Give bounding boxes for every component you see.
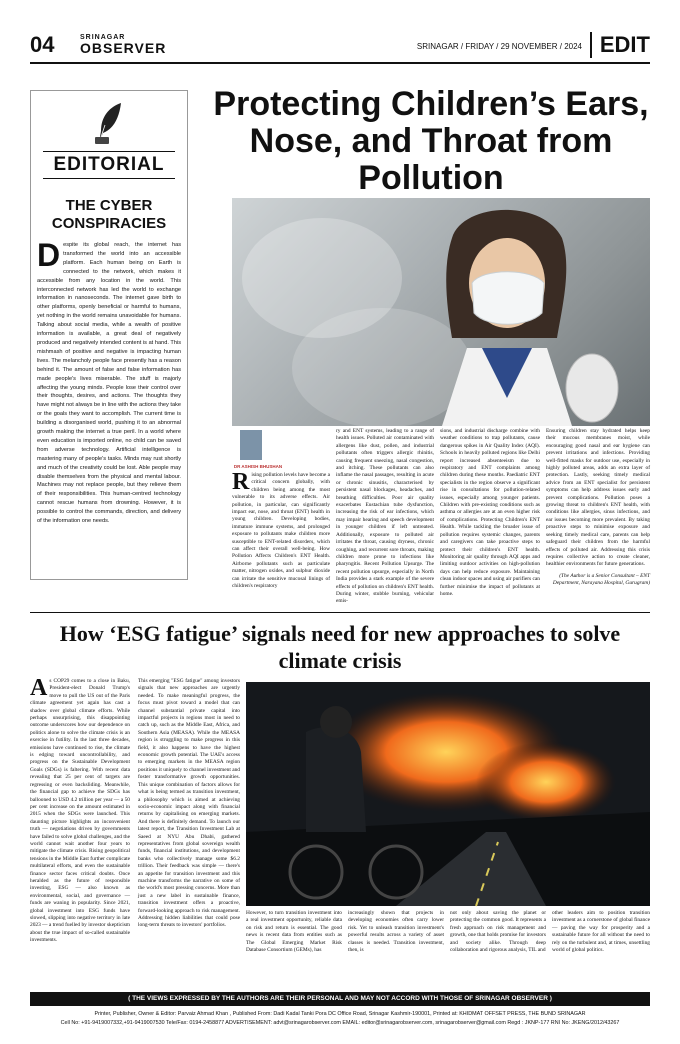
page-number: 04 — [30, 32, 55, 57]
section-divider — [30, 612, 650, 613]
imprint-line2: Cell No: +91-9419007332,+91-9419007530 Tele/Fax: 0194-2458877 ADVERTISEMENT: advt@srinagarobserver.com EMAIL: editor@srinagarobserver.com, srinagarobserver@gmail.com Regd : JKNP-177 RNI No: JKENG/2012/43267 — [60, 1020, 620, 1026]
article1-byline: (The Author is a Senior Consultant – ENT Department, Narayana Hospital, Gurugram) — [552, 572, 650, 587]
disclaimer-bar: ( THE VIEWS EXPRESSED BY THE AUTHORS ARE THEIR PERSONAL AND MAY NOT ACCORD WITH THOSE OF SRINAGAR OBSERVER ) — [30, 992, 650, 1006]
article1-col1 — [232, 469, 330, 600]
article1-col2 — [336, 428, 434, 605]
editorial-box — [30, 90, 188, 580]
article1-col3-text: sions, and industrial discharge combine with weather conditions to trap pollutants, cause dangerous spikes in Air Quality Index (AQI). Schools in heavily polluted regions like Delhi report increased absenteeism due to respiratory and ENT complaints among children during these months. Paediatric ENT specialists in the region observe a significant rise in consultations for pollution-related issues, especially among younger patients. Children with pre-existing conditions such as asthma or allergies are at an even higher risk of complications. Protecting Children's ENT Health. While tackling the broader issue of pollution requires systemic changes, parents and caregivers can take proactive steps to protect their children's ENT health. Monitoring air quality through AQI apps and limiting outdoor activities on high-pollution days can help reduce exposure. Maintaining clean indoor spaces and using air purifiers can further minimise the impact of pollutants at home. — [440, 428, 540, 597]
masthead — [30, 30, 650, 64]
article2-col5 — [450, 910, 546, 986]
article2-title: How ‘ESG fatigue’ signals need for new approaches to solve climate crisis — [59, 621, 621, 673]
article2-col3-text: However, to turn transition investment into a real investment opportunity, reliable data on risk and return is essential. The good news is recent data from entities such as The Global Emerging Market Risk Database Consortium (GEMs), has — [246, 910, 342, 954]
article1-col3 — [440, 428, 540, 600]
editorial-label: EDITORIAL — [43, 151, 175, 179]
quill-icon — [95, 101, 125, 145]
brand-logo[interactable] — [80, 34, 166, 55]
child-mask-photo — [232, 198, 650, 426]
article1-col2-text: ry and ENT systems, leading to a range of health issues. Polluted air contaminated with allergens like dust, pollen, and industrial pollutants often triggers allergic rhinitis, causing frequent sneezing, nasal congestion, and itching. These pollutants can also inflame the nasal passages, resulting in acute or chronic sinusitis, characterised by persistent nasal blockages, headaches, and breathing difficulties. Poor air quality exacerbates Eustachian tube dysfunction, increasing the risk of ear infections, which may impair hearing and speech development in younger children if left untreated. Additionally, exposure to polluted air irritates the throat, causing dryness, chronic coughing, and recurrent sore throats, making children more prone to infections like pharyngitis. Recent Pollution Upsurge. The recent pollution upsurge, especially in North India provides a stark example of the severe effects of pollution on children's ENT health. During winter, stubble burning, vehicular emis- — [336, 428, 434, 605]
section-label: EDIT — [590, 32, 650, 58]
child-figure-icon — [412, 198, 612, 426]
editorial-text: espite its global reach, the internet has transformed the world into an accessible platform. Each human being on Earth is connected to the network, which makes it accessible from any location in the world. This interconnected network has led the world to exchange information in nanoseconds. The internet gave birth to other platforms, openly beneficial or harmful to humans, yet nothing in the world remains unavoidable for humans. Talking about social media, while a wealth of positive information is available, a great deal of negatively produced and negatively intended content is at hand. This mishmash of positive and negative is impacting human lives. The melancholy people face presently has a reason behind it. The amount of false and false information has made people's lives miserable. The stuff is majorly affecting the young minds. People lose their control over their thoughts, desires, and actions. The thoughts they have might not always be in line with the actions they take or the goals they want to accomplish. The current time is building a disorganised world, pushing it to an abnormal growth making the internet a true peril. In a world where even education is imported online, no child can be saved from adverse technology. Artificial intelligence is mastering many of people's tasks. Minds may rust shortly and much of the creativity could be lost. Able people may disable themselves from the physical and mental labour. Machines may not replace people, but they relieve them of their responsibilities. This human-centred technology cannot rescue humans from drowning. However, it is possible to control the commands, direction, and delivery of the information one needs. — [37, 242, 181, 525]
article1-col1-text: ising pollution levels have become a critical concern globally, with children being among the most vulnerable to its adverse effects. Air pollution, in particular, can significantly impact ear, nose, and throat (ENT) health in young children. Developing bodies, immature immune systems, and prolonged exposure to pollutants make children more susceptible to ENT-related disorders, which can affect their overall well-being. How Pollution Affects Children's ENT Health. Airborne pollutants such as particulate matter, nitrogen oxides, and sulphur dioxide can irritate the sensitive mucosal linings of children's respiratory — [232, 472, 330, 590]
imprint — [30, 1010, 650, 1028]
article2-col6-text: other leaders aim to position transition investment as a cornerstone of global finance — paving the way for prosperity and a sustainable future for all without the need to rely on the turbulent and, at times, unsettling world of global politics. — [552, 910, 650, 954]
article1-col4 — [546, 428, 650, 600]
article1-col4-text: Ensuring children stay hydrated helps keep their mucous membranes moist, while encouraging good nasal and ear hygiene can prevent irritations and infections. Providing well-fitted masks for outdoor use, especially in highly polluted areas, adds an extra layer of protection. Lastly, seeking timely medical advice from an ENT specialist for persistent symptoms can help address issues early and prevent complications. Pollution poses a growing threat to children's ENT health, with conditions like allergies, sinus infections, and ear issues becoming more prevalent. By taking proactive steps to minimise exposure and seeking timely medical care, parents can help safeguard their children from the harmful effects of polluted air. Addressing this crisis requires collective action to create cleaner, healthier environments for future generations. — [546, 428, 650, 568]
article2-col1-text: s COP29 comes to a close in Baku, President-elect Donald Trump's move to pull the US out of the Paris climate agreement yet again has cast a shadow over global climate efforts. While perhaps unsurprising, this disappointing outcome underscores how our dependence on politics alone to solve the climate crisis is an exercise in futility. In the last three decades, emissions have continued to rise, the climate is edging toward uncontrollability, and progress on the Sustainable Development Goals (SDGs) is faltering. With recent data revealing that 25 per cent of targets are regressing or even backsliding. Meanwhile, the financial gap to achieve the SDGs has ballooned to USD 4.2 trillion per year — a 50 per cent increase on the amount estimated in 2015 when the SDGs were launched. This daunting picture highlights an inconvenient truth — negotiations driven by governments have failed to solve global challenges, and the world cannot wait another four years to mitigate the climate crisis. Rising geopolitical tensions in the Middle East further complicate multilateral efforts, and even the sustainable finance sector faces critical doubts. Once heralded as the future of responsible investing, ESG — also known as environmental, social, and governance — funds are waning in popularity. Since 2021, global investment into ESG funds have slowed, slipping into negative territory in late 2023 — a trend fuelled by investor skepticism about the true impact of so-called sustainable investments. — [30, 678, 130, 944]
imprint-line1: Printer, Publisher, Owner & Editor: Parvaiz Ahmad Khan , Published From: Dadi Kadal Tanki Pora DC Office Road, Srinagar Kashmir-190001, Printed at: KHIDMAT OFFSET PRESS, THE BUND SRINAGAR — [94, 1011, 586, 1017]
article2-col4 — [348, 910, 444, 986]
brand-name: OBSERVER — [80, 40, 167, 56]
article2-col1 — [30, 675, 130, 968]
date-line: SRINAGAR / FRIDAY / 29 NOVEMBER / 2024 — [416, 42, 582, 51]
editorial-body — [37, 237, 181, 577]
article2-col3 — [246, 910, 342, 986]
editorial-dropcap: D — [37, 237, 61, 273]
brand-top: SRINAGAR — [80, 34, 126, 41]
article2-col5-text: not only about saving the planet or protecting the common good. It represents a fresh approach on risk management and growth, one that holds promise for investors and society alike. Through deep collaboration and rigorous analysis, TIL and — [450, 910, 546, 954]
article2-dropcap: A — [30, 675, 48, 701]
author-photo — [240, 430, 262, 460]
article2-col6 — [552, 910, 650, 986]
wildfire-scene-icon — [246, 682, 650, 906]
author-name: DR ASHISH BHUSHAN — [233, 464, 283, 469]
article2-col4-text: increasingly shown that projects in developing economies often carry lower risk. Yet to unleash transition investment's powerful results across a variety of asset classes is needed. Transition investment, then, is — [348, 910, 444, 954]
wildfire-cyclist-photo — [246, 682, 650, 906]
article2-col2-text: This emerging "ESG fatigue" among investors signals that new approaches are urgently needed. To make meaningful progress, the focus must pivot toward a model that can channel substantial private capital into impactful projects in regions most in need to catch up, such as the Middle East, Africa, and Southern Asia (MEASA). While the MEASA region is struggling to make progress in this field, it also happens to have the highest economic growth potential. The UAE's access to emerging markets in the MEASA region positions it uniquely to channel investment and foster transformative growth opportunities. This unique combination of factors allows for what is being termed as transition investment, a philosophy which is aimed at achieving socio-economic impact along with financial returns by capitalising on emerging markets. And there is definitely demand. To launch our latest report, the Transition Investment Lab at Saeed at NYU Abu Dhabi, gathered representatives from global sovereign wealth funds, financial institutions, and development banks who collectively manage some $6.2 trillion. Their feedback was simple — there's an appetite for transition investment and this machine transforms the narrative on some of the world's most pressing concerns. More than just a new label in sustainable finance, transition investment offers a proactive, forward-looking approach to risk management. Addressing hidden liabilities that could pose long-term threats to investors' portfolios. — [138, 678, 240, 929]
article2-col2 — [138, 678, 240, 968]
article1-title: Protecting Children’s Ears, Nose, and Throat from Pollution — [213, 85, 649, 197]
editorial-title: THE CYBER CONSPIRACIES — [51, 197, 167, 232]
article1-dropcap: R — [232, 469, 250, 495]
